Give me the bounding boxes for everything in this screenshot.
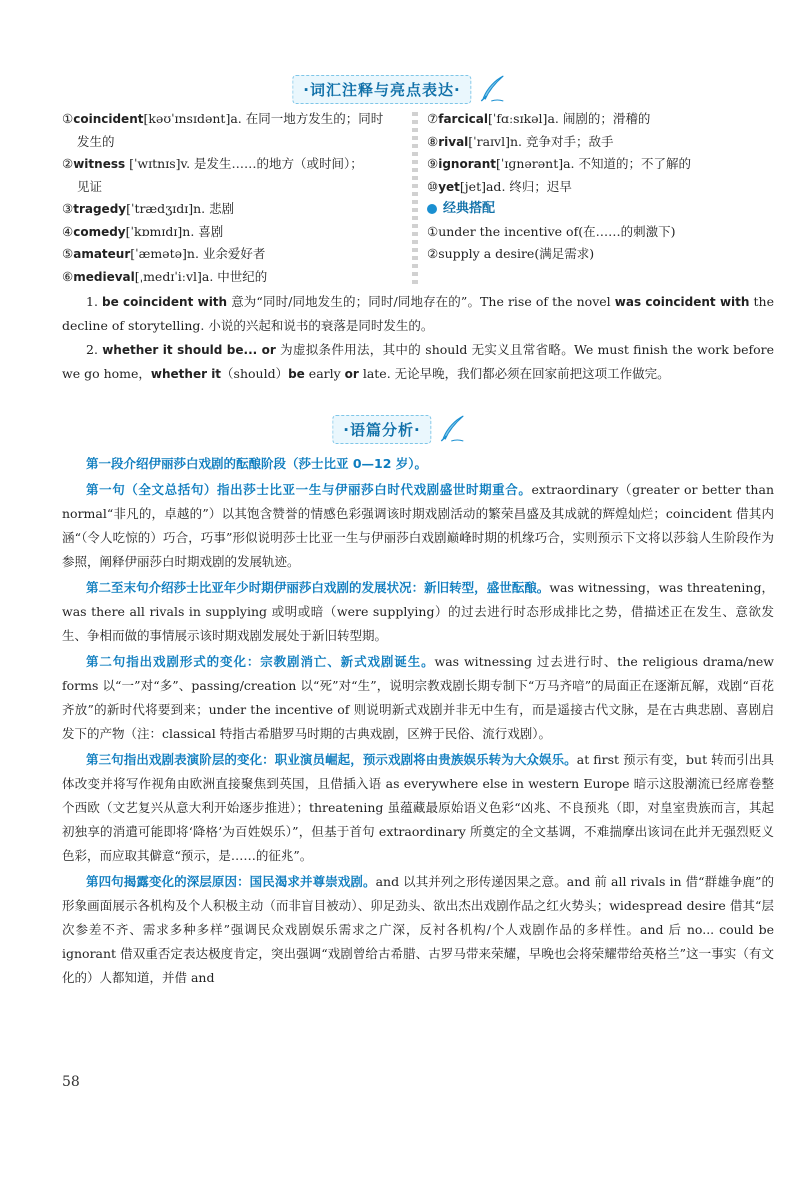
collocation-item: ①under the incentive of(在……的刺激下) bbox=[427, 223, 676, 239]
analysis-section-banner bbox=[332, 414, 467, 444]
vocab-item: ①coincident[kəʊˈɪnsɪdənt]a. 在同一地方发生的；同时 发生的 bbox=[62, 111, 384, 149]
vocab-section-title: ·词汇注释与亮点表达· bbox=[292, 75, 471, 104]
vocab-item: ⑧rival[ˈraɪvl]n. 竞争对手；敌手 bbox=[427, 133, 614, 149]
analysis-paragraph: 第一句（全文总括句）指出莎士比亚一生与伊丽莎白时代戏剧盛世时期重合。extraordinary（greater or better than normal“非凡的，卓越的”）以其饱含赞誉的情感色彩强调该时期戏剧活动的繁荣昌盛及其成就的辉煌灿烂；coincident 借其内涵“（令人吃惊的）巧合，巧事”形似说明莎士比亚一生与伊丽莎白戏剧巅峰时期的机缘巧合，实则预示下文将以莎翁人生阶段作为参照，阐释伊丽莎白时期戏剧的发展轨迹。 bbox=[62, 482, 774, 569]
vocab-item: ③tragedy[ˈtrædʒɪdɪ]n. 悲剧 bbox=[62, 201, 235, 216]
vocab-item: ②witness [ˈwɪtnɪs]v. 是发生……的地方（或时间）； 见证 bbox=[62, 156, 363, 194]
usage-note-1: 1. be coincident with 意为“同时/同地发生的；同时/同地存在的”。The rise of the novel was coincident with the decline of storytelling. 小说的兴起和说书的衰落是同时发生的。 bbox=[62, 294, 774, 333]
bullet-dot-icon bbox=[427, 204, 437, 214]
column-divider bbox=[412, 112, 418, 284]
analysis-section-title: ·语篇分析· bbox=[332, 415, 431, 444]
collocation-heading: 经典搭配 bbox=[427, 198, 782, 221]
vocab-column-left bbox=[62, 108, 402, 288]
vocab-item: ⑨ignorant[ˈɪɡnərənt]a. 不知道的；不了解的 bbox=[427, 156, 692, 171]
vocab-item: ⑤amateur[ˈæmətə]n. 业余爱好者 bbox=[62, 246, 266, 261]
vocab-item: ⑩yet[jet]ad. 终归；迟早 bbox=[427, 178, 572, 194]
analysis-paragraph: 第四句揭露变化的深层原因：国民渴求并尊崇戏剧。and 以其并列之形传递因果之意。and 前 all rivals in 借“群雄争鹿”的形象画面展示各机构及个人积极主动（而非盲目被动）、卯足劲头、欲出杰出戏剧作品之红火势头；widespread desire 借其“层次参差不齐、需求多种多样”强调民众戏剧娱乐需求之广深，反衬各机构/个人戏剧作品的多样性。and 后 no... could be ignorant 借双重否定表达极度肯定，突出强调“戏剧曾给古希腊、古罗马带来荣耀，早晚也会将荣耀带给英格兰”这一事实（有文化的）人都知道，并借 and bbox=[62, 874, 774, 985]
vocab-item: ④comedy[ˈkɒmɪdɪ]n. 喜剧 bbox=[62, 223, 224, 239]
analysis-paragraph: 第二句指出戏剧形式的变化：宗教剧消亡、新式戏剧诞生。was witnessing 过去进行时、the religious drama/new forms 以“一”对“多”、passing/creation 以“死”对“生”，说明宗教戏剧长期专制下“万马齐喑”的局面正在逐渐瓦解，戏剧“百花齐放”的新时代将要到来；under the incentive of 则说明新式戏剧并非无中生有，而是遥接古代文脉，是在古典悲剧、喜剧启发下的产物（注：classical 特指古希腊罗马时期的古典戏剧，区辨于民俗、流行戏剧）。 bbox=[62, 654, 774, 741]
usage-notes bbox=[62, 290, 774, 386]
vocab-item: ⑥medieval[ˌmedɪˈiːvl]a. 中世纪的 bbox=[62, 268, 268, 284]
vocab-column-right bbox=[427, 108, 782, 266]
analysis-paragraph: 第二至末句介绍莎士比亚年少时期伊丽莎白戏剧的发展状况：新旧转型，盛世酝酿。was witnessing，was threatening，was there all rivals in supplying 或明或暗（were supplying）的过去进行时态形成排比之势，借描述正在发生、意欲发生、争相而做的事情展示该时期戏剧发展处于新旧转型期。 bbox=[62, 580, 774, 643]
quill-pen-icon bbox=[438, 414, 468, 444]
collocation-item: ②supply a desire(满足需求) bbox=[427, 246, 595, 261]
discourse-analysis bbox=[62, 452, 774, 992]
usage-note-2: 2. whether it should be... or 为虚拟条件用法，其中的 should 无实义且常省略。We must finish the work before we go home，whether it（should）be early or late. 无论早晚，我们都必须在回家前把这项工作做完。 bbox=[62, 342, 775, 381]
analysis-paragraph: 第一段介绍伊丽莎白戏剧的酝酿阶段（莎士比亚 0—12 岁）。 bbox=[86, 456, 428, 471]
vocab-section-banner bbox=[292, 74, 507, 104]
quill-pen-icon bbox=[478, 74, 508, 104]
vocab-item: ⑦farcical[ˈfɑːsɪkəl]a. 闹剧的；滑稽的 bbox=[427, 111, 651, 126]
analysis-paragraph: 第三句指出戏剧表演阶层的变化：职业演员崛起，预示戏剧将由贵族娱乐转为大众娱乐。at first 预示有变，but 转而引出具体改变并将写作视角由欧洲直接聚焦到英国，且借插入语 as everywhere else in western Europe 暗示这股潮流已经席卷整个西欧（文艺复兴从意大利开始逐步推进）；threatening 虽蕴藏最原始语义色彩“凶兆、不良预兆（即，对皇室贵族而言，其起初独享的消遣可能即将‘降格’为百姓娱乐）”，但基于首句 extraordinary 所奠定的全文基调，不难揣摩出该词在此并无强烈贬义色彩，而应取其僻意“预示，是……的征兆”。 bbox=[62, 752, 774, 863]
vocabulary-notes bbox=[62, 108, 782, 293]
page-number: 58 bbox=[62, 1074, 80, 1090]
